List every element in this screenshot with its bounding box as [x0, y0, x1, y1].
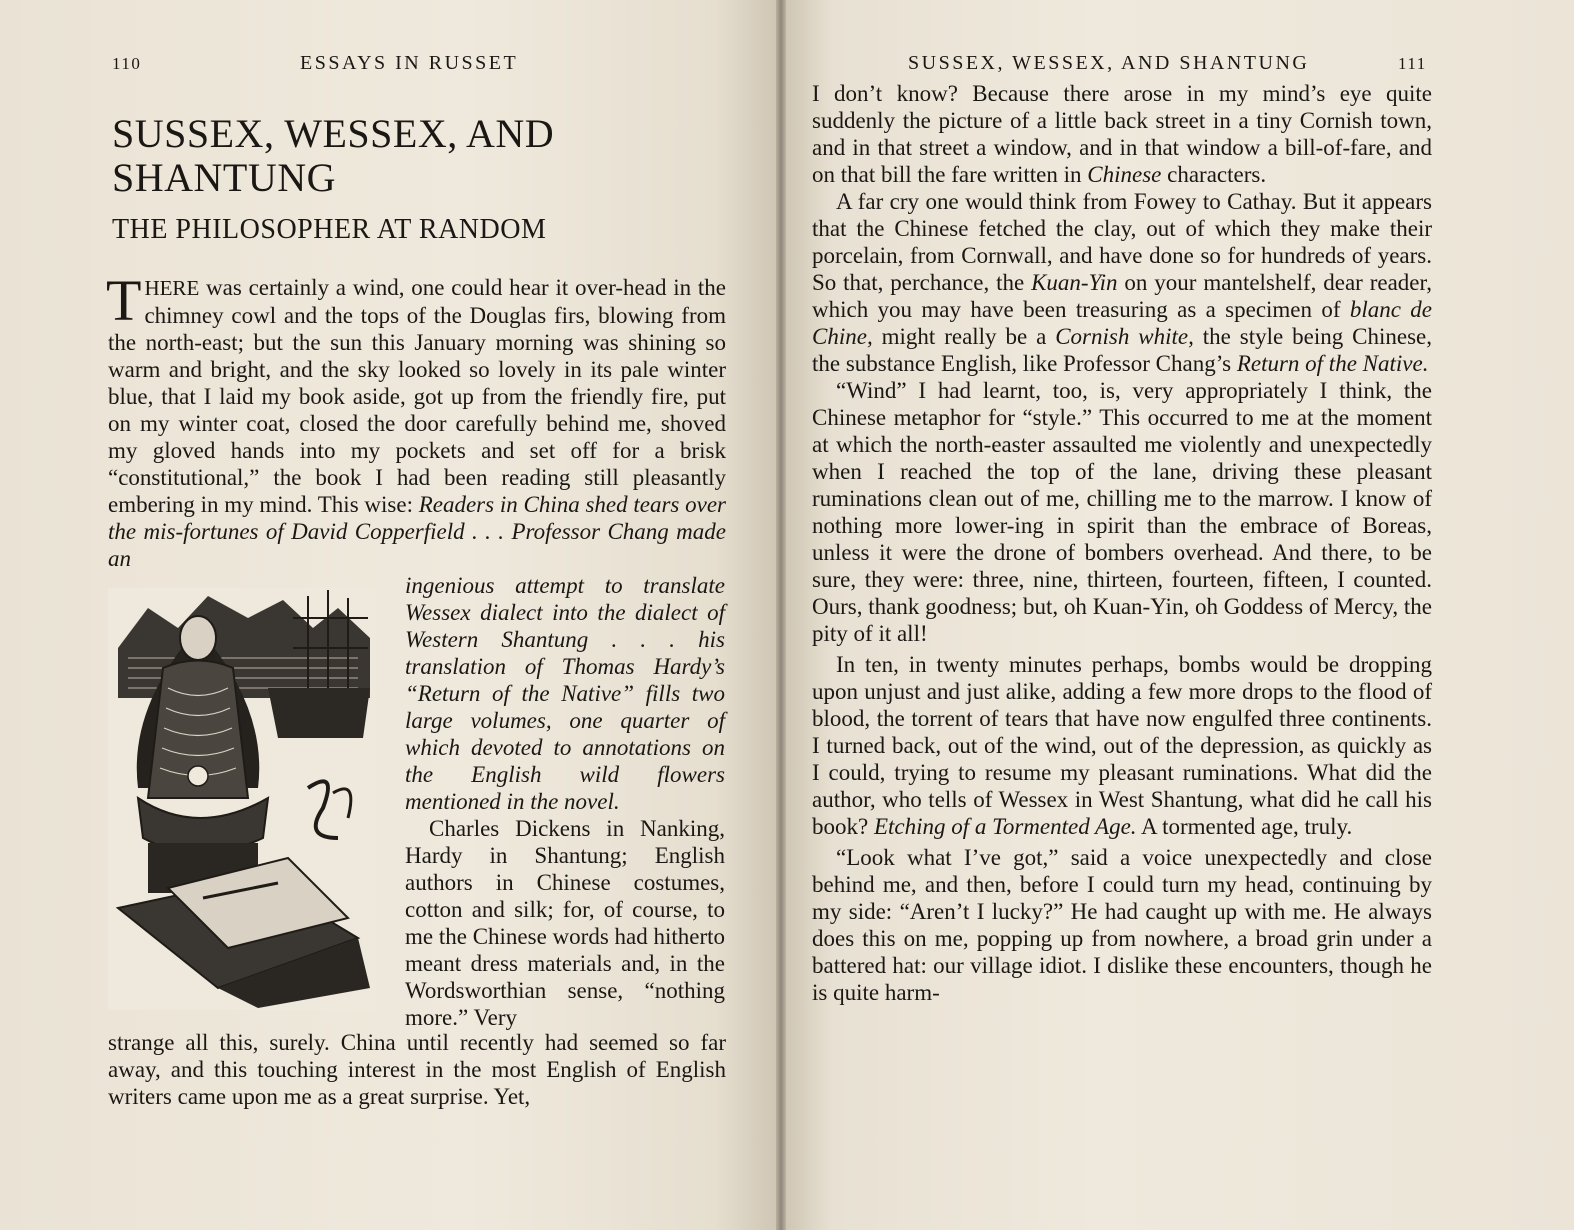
left-closing-text — [108, 1029, 726, 1110]
left-italic-continuation — [405, 572, 725, 1031]
kuan-yin-woodcut-illustration — [108, 588, 376, 1010]
left-opening-paragraph — [106, 268, 726, 572]
left-p1-text: was certainly a wind, one could hear it over-head in the chimney cowl and the tops of the Douglas firs, blowing from the north-east; but the sun this January morning was shining so warm and bright, and the sky looked so lovely in its pale winter blue, that I laid my book aside, got up from the friendly fire, put on my winter coat, closed the door carefully behind me, shoved my gloved hands into my pockets and set off for a brisk “constitutional,” the book I had been reading still pleasantly embering in my mind. This wise: — [108, 275, 726, 517]
right-p1: I don’t know? Because there arose in my mind’s eye quite suddenly the picture of a little back street in a tiny Cornish town, and in that street a window, and in that window a bill-of-fare, and on that bill the fare written in Chinese characters. — [812, 81, 1432, 187]
left-p1-italic-quote-cont: ingenious attempt to translate Wessex dialect into the dialect of Western Shantung . . . his translation of Thomas Hardy’s “Return of the Native” fills two large volumes, one quarter of which devoted to annotations on the English wild flowers mentioned in the novel. — [405, 573, 725, 814]
chapter-subtitle: THE PHILOSOPHER AT RANDOM — [112, 214, 547, 245]
right-p3: “Wind” I had learnt, too, is, very appropriately I think, the Chinese metaphor for “style.” This occurred to me at the moment at which the north-easter assaulted me violently and unexpectedly when I reached the top of the lane, driving these pleasant ruminations clean out of me, chilling me to the marrow. I know of nothing more lower-ing in spirit than the embrace of Boreas, unless it were the drone of bombers overhead. And there, to be sure, they were: three, nine, thirteen, fourteen, fifteen, I counted. Ours, thank goodness; but, oh Kuan-Yin, oh Goddess of Mercy, the pity of it all! — [812, 378, 1432, 646]
left-page-number: 110 — [112, 54, 142, 73]
left-running-head: ESSAYS IN RUSSET — [300, 52, 519, 74]
book-gutter — [776, 0, 786, 1230]
title-line-2: SHANTUNG — [112, 155, 336, 200]
left-p2-cont: strange all this, surely. China until recently had seemed so far away, and this touching interest in the most English of English writers came upon me as a great surprise. Yet, — [108, 1030, 726, 1109]
right-text-column — [812, 80, 1432, 1006]
right-page — [786, 0, 1574, 1230]
right-running-head: SUSSEX, WESSEX, AND SHANTUNG — [908, 52, 1310, 74]
right-p4: In ten, in twenty minutes perhaps, bombs would be dropping upon unjust and just alike, adding a few more drops to the flood of blood, the torrent of tears that have now engulfed three continents. I turned back, out of the wind, out of the depression, as quickly as I could, trying to resume my pleasant ruminations. What did the author, who tells of Wessex in West Shantung, what did he call his book? Etching of a Tormented Age. A tormented age, truly. — [812, 652, 1432, 839]
title-line-1: SUSSEX, WESSEX, AND — [112, 111, 555, 156]
chapter-title — [112, 112, 554, 200]
left-p2-text: Charles Dickens in Nanking, Hardy in Shantung; English authors in Chinese costumes, cotton and silk; for, of course, to me the Chinese words had hitherto meant dress materials and, in the Wordsworthian sense, “nothing more.” Very — [405, 816, 726, 1030]
small-caps-opening: HERE — [144, 276, 200, 300]
right-p2: A far cry one would think from Fowey to Cathay. But it appears that the Chinese fetched the clay, out of which they make their porcelain, from Cornwall, and have done so for hundreds of years. So that, perchance, the Kuan-Yin on your mantelshelf, dear reader, which you may have been treasuring as a specimen of blanc de Chine, might really be a Cornish white, the style being Chinese, the substance English, like Professor Chang’s Return of the Native. — [812, 189, 1432, 376]
left-p1-italic-quote: Readers in China shed tears over the mis-fortunes of David Copperfield . . . Professor Chang made an — [108, 492, 726, 571]
drop-cap: T — [106, 268, 142, 333]
right-page-number: 111 — [1398, 54, 1427, 73]
left-page — [0, 0, 776, 1230]
right-p5: “Look what I’ve got,” said a voice unexpectedly and close behind me, and then, before I could turn my head, continuing by my side: “Aren’t I lucky?” He had caught up with me. He always does this on me, popping up from nowhere, a broad grin under a battered hat: our village idiot. I dislike these encounters, though he is quite harm- — [812, 845, 1432, 1005]
